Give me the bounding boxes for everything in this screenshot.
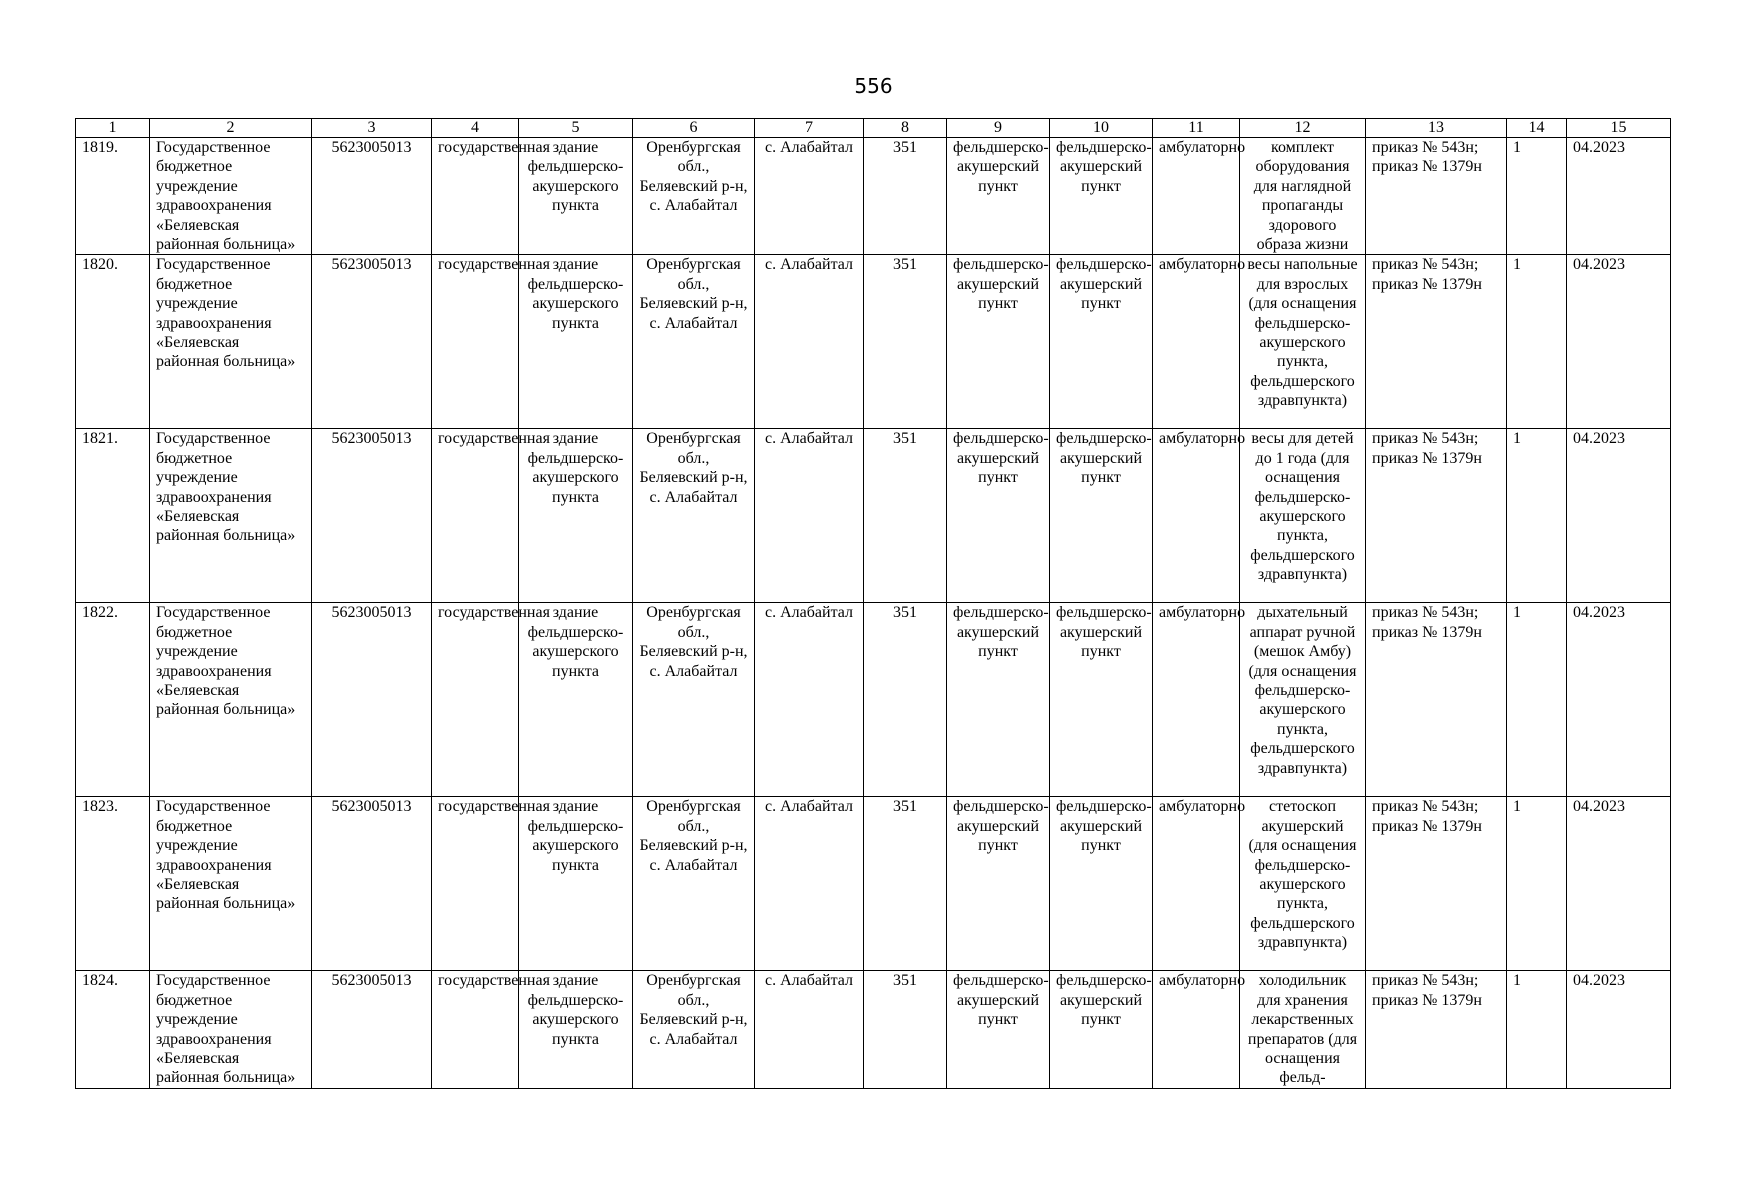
equipment: весы напольные для взрослых (для оснащения фельдшерско-акушерского пункта, фельдшерского здравпункта): [1240, 255, 1366, 429]
building: здание фельдшерско-акушерского пункта: [519, 255, 633, 429]
header-cell: 7: [755, 119, 864, 138]
order: приказ № 543н; приказ № 1379н: [1366, 603, 1507, 797]
equipment: дыхательный аппарат ручной (мешок Амбу) (для оснащения фельдшерско-акушерского пункта, фельдшерского здравпункта): [1240, 603, 1366, 797]
building: здание фельдшерско-акушерского пункта: [519, 603, 633, 797]
care-mode: амбулаторно: [1153, 255, 1240, 429]
order: приказ № 543н; приказ № 1379н: [1366, 797, 1507, 971]
unit-type: фельдшерско-акушерский пункт: [1050, 138, 1153, 255]
date: 04.2023: [1567, 797, 1671, 971]
building: здание фельдшерско-акушерского пункта: [519, 797, 633, 971]
organization-name: Государственное бюджетное учреждение здравоохранения «Беляевская районная больница»: [150, 797, 312, 971]
header-cell: 1: [76, 119, 150, 138]
unit-type: фельдшерско-акушерский пункт: [1050, 971, 1153, 1088]
facility-type: фельдшерско-акушерский пункт: [947, 971, 1050, 1088]
organization-name: Государственное бюджетное учреждение здравоохранения «Беляевская районная больница»: [150, 255, 312, 429]
header-row: [76, 119, 1671, 138]
organization-name: Государственное бюджетное учреждение здравоохранения «Беляевская районная больница»: [150, 971, 312, 1088]
table-row: [76, 971, 1671, 1088]
code: 351: [864, 429, 947, 603]
ownership-form: государственная: [432, 429, 519, 603]
row-number: 1820.: [76, 255, 150, 429]
quantity: 1: [1507, 255, 1567, 429]
building: здание фельдшерско-акушерского пункта: [519, 429, 633, 603]
ownership-form: государственная: [432, 797, 519, 971]
header-cell: 6: [633, 119, 755, 138]
order: приказ № 543н; приказ № 1379н: [1366, 255, 1507, 429]
header-cell: 10: [1050, 119, 1153, 138]
registry-table: [75, 118, 1671, 1089]
equipment: холодильник для хранения лекарственных препаратов (для оснащения фельд-: [1240, 971, 1366, 1088]
code: 351: [864, 971, 947, 1088]
date: 04.2023: [1567, 603, 1671, 797]
locality: с. Алабайтал: [755, 971, 864, 1088]
locality: с. Алабайтал: [755, 138, 864, 255]
header-cell: 11: [1153, 119, 1240, 138]
ownership-form: государственная: [432, 603, 519, 797]
inn: 5623005013: [312, 429, 432, 603]
header-cell: 9: [947, 119, 1050, 138]
building: здание фельдшерско-акушерского пункта: [519, 138, 633, 255]
ownership-form: государственная: [432, 255, 519, 429]
row-number: 1823.: [76, 797, 150, 971]
header-cell: 12: [1240, 119, 1366, 138]
header-cell: 4: [432, 119, 519, 138]
header-cell: 14: [1507, 119, 1567, 138]
address: Оренбургская обл., Беляевский р-н, с. Алабайтал: [633, 971, 755, 1088]
equipment: стетоскоп акушерский (для оснащения фельдшерско-акушерского пункта, фельдшерского здравпункта): [1240, 797, 1366, 971]
inn: 5623005013: [312, 255, 432, 429]
quantity: 1: [1507, 429, 1567, 603]
locality: с. Алабайтал: [755, 429, 864, 603]
care-mode: амбулаторно: [1153, 138, 1240, 255]
table-row: [76, 138, 1671, 255]
quantity: 1: [1507, 971, 1567, 1088]
unit-type: фельдшерско-акушерский пункт: [1050, 429, 1153, 603]
facility-type: фельдшерско-акушерский пункт: [947, 797, 1050, 971]
care-mode: амбулаторно: [1153, 603, 1240, 797]
inn: 5623005013: [312, 138, 432, 255]
facility-type: фельдшерско-акушерский пункт: [947, 138, 1050, 255]
facility-type: фельдшерско-акушерский пункт: [947, 603, 1050, 797]
table-row: [76, 603, 1671, 797]
address: Оренбургская обл., Беляевский р-н, с. Алабайтал: [633, 138, 755, 255]
date: 04.2023: [1567, 255, 1671, 429]
header-cell: 2: [150, 119, 312, 138]
inn: 5623005013: [312, 603, 432, 797]
equipment: комплект оборудования для наглядной пропаганды здорового образа жизни: [1240, 138, 1366, 255]
quantity: 1: [1507, 797, 1567, 971]
address: Оренбургская обл., Беляевский р-н, с. Алабайтал: [633, 797, 755, 971]
unit-type: фельдшерско-акушерский пункт: [1050, 255, 1153, 429]
care-mode: амбулаторно: [1153, 429, 1240, 603]
facility-type: фельдшерско-акушерский пункт: [947, 429, 1050, 603]
row-number: 1822.: [76, 603, 150, 797]
date: 04.2023: [1567, 138, 1671, 255]
code: 351: [864, 255, 947, 429]
inn: 5623005013: [312, 797, 432, 971]
header-cell: 15: [1567, 119, 1671, 138]
locality: с. Алабайтал: [755, 255, 864, 429]
code: 351: [864, 797, 947, 971]
table-row: [76, 255, 1671, 429]
locality: с. Алабайтал: [755, 797, 864, 971]
page-number: 556: [854, 74, 893, 98]
organization-name: Государственное бюджетное учреждение здравоохранения «Беляевская районная больница»: [150, 138, 312, 255]
order: приказ № 543н; приказ № 1379н: [1366, 429, 1507, 603]
header-cell: 8: [864, 119, 947, 138]
quantity: 1: [1507, 138, 1567, 255]
date: 04.2023: [1567, 429, 1671, 603]
header-cell: 3: [312, 119, 432, 138]
ownership-form: государственная: [432, 138, 519, 255]
code: 351: [864, 603, 947, 797]
order: приказ № 543н; приказ № 1379н: [1366, 971, 1507, 1088]
quantity: 1: [1507, 603, 1567, 797]
facility-type: фельдшерско-акушерский пункт: [947, 255, 1050, 429]
code: 351: [864, 138, 947, 255]
inn: 5623005013: [312, 971, 432, 1088]
address: Оренбургская обл., Беляевский р-н, с. Алабайтал: [633, 255, 755, 429]
unit-type: фельдшерско-акушерский пункт: [1050, 603, 1153, 797]
address: Оренбургская обл., Беляевский р-н, с. Алабайтал: [633, 603, 755, 797]
organization-name: Государственное бюджетное учреждение здравоохранения «Беляевская районная больница»: [150, 429, 312, 603]
care-mode: амбулаторно: [1153, 971, 1240, 1088]
table-row: [76, 429, 1671, 603]
locality: с. Алабайтал: [755, 603, 864, 797]
building: здание фельдшерско-акушерского пункта: [519, 971, 633, 1088]
organization-name: Государственное бюджетное учреждение здравоохранения «Беляевская районная больница»: [150, 603, 312, 797]
ownership-form: государственная: [432, 971, 519, 1088]
header-cell: 5: [519, 119, 633, 138]
equipment: весы для детей до 1 года (для оснащения фельдшерско-акушерского пункта, фельдшерского здравпункта): [1240, 429, 1366, 603]
care-mode: амбулаторно: [1153, 797, 1240, 971]
order: приказ № 543н; приказ № 1379н: [1366, 138, 1507, 255]
address: Оренбургская обл., Беляевский р-н, с. Алабайтал: [633, 429, 755, 603]
date: 04.2023: [1567, 971, 1671, 1088]
header-cell: 13: [1366, 119, 1507, 138]
table-row: [76, 797, 1671, 971]
row-number: 1821.: [76, 429, 150, 603]
row-number: 1819.: [76, 138, 150, 255]
unit-type: фельдшерско-акушерский пункт: [1050, 797, 1153, 971]
row-number: 1824.: [76, 971, 150, 1088]
